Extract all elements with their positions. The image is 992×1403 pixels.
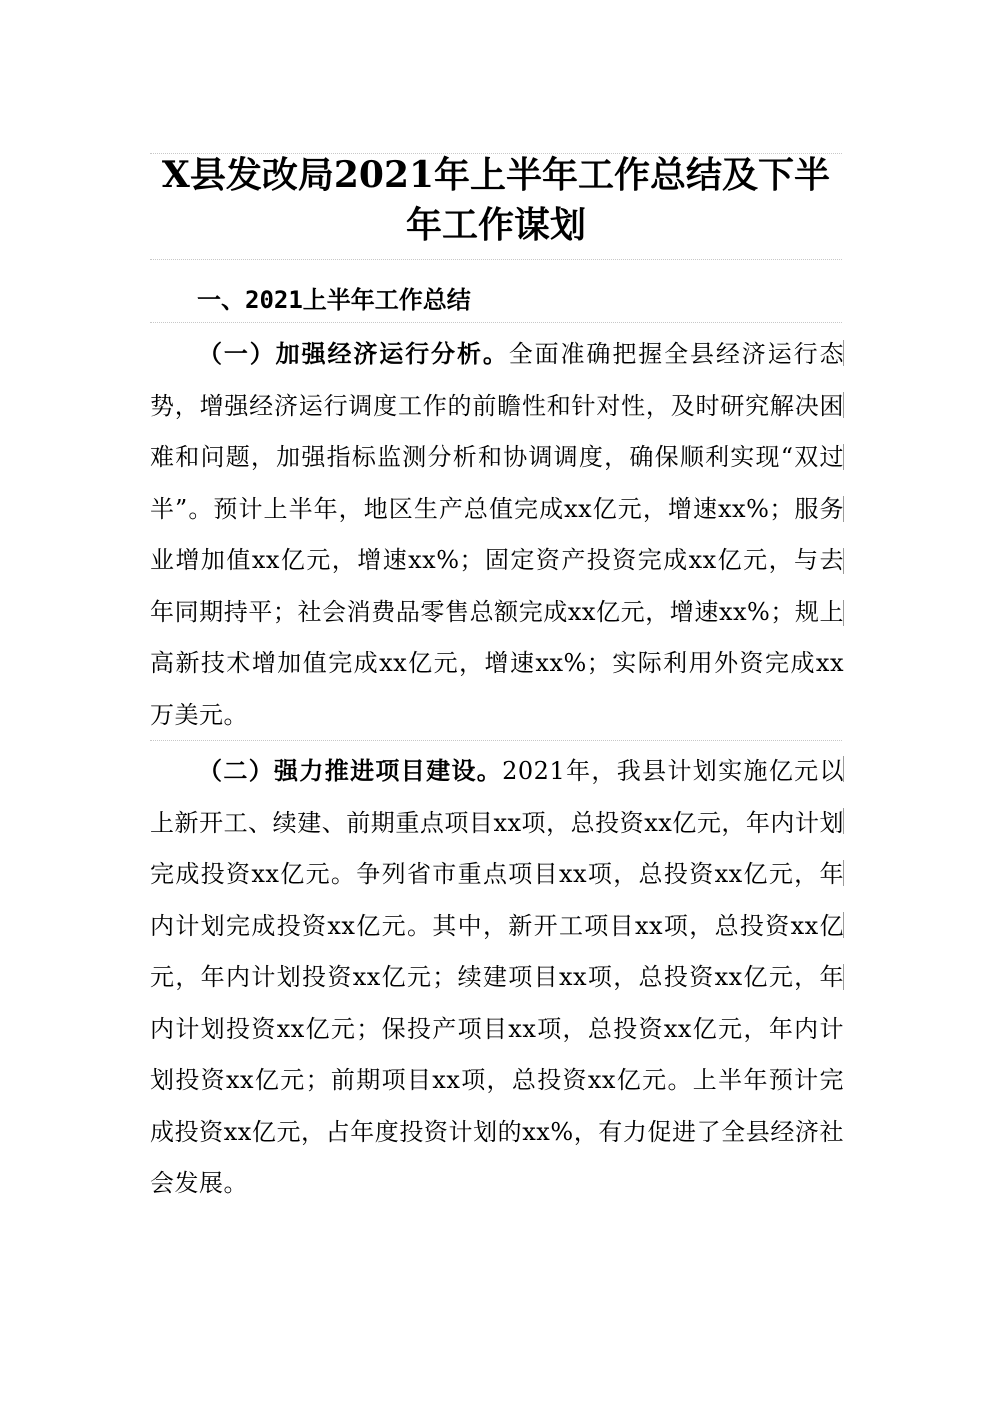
paragraph-text: 全面准确把握全县经济运行态势，增强经济运行调度工作的前瞻性和针对性，及时研究解决困难和问题，加强指标监测分析和协调调度，确保顺利实现“双过半”。预计上半年，地区生产总值完成xx亿元，增速xx%；服务业增加值xx亿元，增速xx%；固定资产投资完成xx亿元，与去年同期持平；社会消费品零售总额完成xx亿元，增速xx%；规上高新技术增加值完成xx亿元，增速xx%；实际利用外资完成xx万美元。 (150, 340, 844, 729)
paragraph-lead: （二）强力推进项目建设。 (198, 757, 503, 785)
guide-line (150, 259, 842, 260)
paragraph (150, 746, 844, 1210)
paragraph (150, 329, 844, 741)
document-title: X县发改局2021年上半年工作总结及下半年工作谋划 (161, 154, 831, 246)
section-heading: 一、2021上半年工作总结 (197, 286, 471, 314)
paragraph-lead: （一）加强经济运行分析。 (198, 340, 509, 368)
guide-line (150, 322, 842, 323)
paragraph-text: 2021年，我县计划实施亿元以上新开工、续建、前期重点项目xx项，总投资xx亿元，年内计划完成投资xx亿元。争列省市重点项目xx项，总投资xx亿元，年内计划完成投资xx亿元。其中，新开工项目xx项，总投资xx亿元，年内计划投资xx亿元；续建项目xx项，总投资xx亿元，年内计划投资xx亿元；保投产项目xx项，总投资xx亿元，年内计划投资xx亿元；前期项目xx项，总投资xx亿元。上半年预计完成投资xx亿元，占年度投资计划的xx%，有力促进了全县经济社会发展。 (150, 757, 845, 1197)
